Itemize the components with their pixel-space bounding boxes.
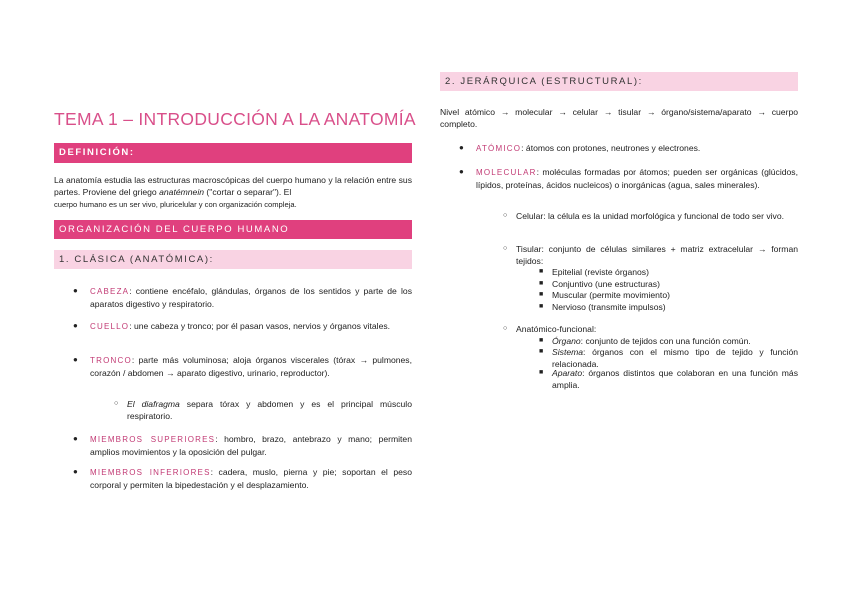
circle-bullet-icon: ○ [503, 245, 508, 252]
text-sistema: : órganos con el mismo tipo de tejido y función relacionada. [552, 347, 798, 369]
square-bullet-icon: ■ [539, 268, 544, 275]
square-bullet-icon: ■ [539, 348, 544, 355]
circle-bullet-icon: ○ [503, 212, 508, 219]
text-organo: : conjunto de tejidos con una función común. [580, 336, 751, 346]
tejido-muscular [539, 289, 798, 301]
text-celular: Celular: la célula es la unidad morfológica y funcional de todo ser vivo. [516, 211, 784, 221]
tejido-muscular-text: Muscular (permite movimiento) [552, 290, 670, 300]
text-cabeza: : contiene encéfalo, glándulas, órganos de los sentidos y parte de los aparatos digestivo y respiratorio. [90, 286, 412, 309]
term-tronco: TRONCO [90, 356, 132, 365]
list-item-celular [503, 210, 798, 222]
tejido-epitelial-text: Epitelial (reviste órganos) [552, 267, 649, 277]
term-miembros-superiores: MIEMBROS SUPERIORES [90, 435, 216, 444]
term-organo: Órgano [552, 336, 581, 346]
bullet-icon: ● [459, 143, 464, 152]
bullet-icon: ● [73, 355, 78, 364]
definicion-greek-word: anatémnein [159, 187, 205, 197]
term-molecular: MOLECULAR [476, 168, 537, 177]
square-bullet-icon: ■ [539, 369, 544, 376]
text-tisular: Tisular: conjunto de células similares + matriz extracelular → forman tejidos: [516, 244, 798, 266]
list-item-miembros-superiores [73, 433, 412, 458]
clasica-header: 1. CLÁSICA (ANATÓMICA): [54, 250, 412, 269]
bullet-icon: ● [73, 434, 78, 443]
tejido-nervioso [539, 301, 798, 313]
text-diafragma: separa tórax y abdomen y es el principal músculo respiratorio. [127, 399, 412, 421]
list-item-tronco [73, 354, 412, 379]
term-diafragma: El diafragma [127, 399, 180, 409]
bullet-icon: ● [73, 321, 78, 330]
circle-bullet-icon: ○ [114, 400, 119, 407]
bullet-icon: ● [73, 286, 78, 295]
tejido-nervioso-text: Nervioso (transmite impulsos) [552, 302, 666, 312]
text-tronco: : parte más voluminosa; aloja órganos viscerales (tórax → pulmones, corazón / abdomen → aparato digestivo, urinario, reproductor). [90, 355, 412, 378]
jerarquica-header: 2. JERÁRQUICA (ESTRUCTURAL): [440, 72, 798, 91]
term-miembros-inferiores: MIEMBROS INFERIORES [90, 468, 211, 477]
text-miembros-inferiores: : cadera, muslo, pierna y pie; soportan el peso corporal y permiten la bipedestación y el desplazamiento. [90, 467, 412, 490]
square-bullet-icon: ■ [539, 291, 544, 298]
bullet-icon: ● [73, 467, 78, 476]
definicion-header: DEFINICIÓN: [54, 143, 412, 163]
text-cuello: : une cabeza y tronco; por él pasan vasos, nervios y órganos vitales. [129, 321, 391, 331]
square-bullet-icon: ■ [539, 280, 544, 287]
list-item-aparato [539, 367, 798, 391]
page-title: TEMA 1 – INTRODUCCIÓN A LA ANATOMÍA [54, 109, 416, 129]
list-item-molecular [459, 166, 798, 191]
bullet-icon: ● [459, 167, 464, 176]
list-item-miembros-inferiores [73, 466, 412, 491]
jerarquica-intro: Nivel atómico → molecular → celular → tisular → órgano/sistema/aparato → cuerpo completo. [440, 107, 798, 129]
circle-bullet-icon: ○ [503, 325, 508, 332]
tejido-conjuntivo-text: Conjuntivo (une estructuras) [552, 279, 660, 289]
term-aparato: Aparato [552, 368, 583, 378]
text-miembros-superiores: : hombro, brazo, antebrazo y mano; permiten amplios movimientos y la oposición del pulgar. [90, 434, 412, 457]
text-aparato: : órganos distintos que colaboran en una función más amplia. [552, 368, 798, 390]
definicion-text-1-end: ("cortar o separar"). El [206, 187, 292, 197]
text-molecular: : moléculas formadas por átomos; pueden ser orgánicas (glúcidos, lípidos, proteínas, ácidos nucleicos) o inorgánicas (agua, sales minerales). [476, 167, 798, 190]
definicion-text-1: La anatomía estudia las estructuras macroscópicas del cuerpo humano y la relación entre sus partes. Proviene del griego [54, 175, 412, 197]
list-item-atomico [459, 142, 798, 155]
text-atomico: : átomos con protones, neutrones y electrones. [521, 143, 701, 153]
list-item-cabeza [73, 285, 412, 310]
text-anatomico-funcional: Anatómico-funcional: [516, 324, 597, 334]
list-item-cuello [73, 320, 412, 333]
list-item-anatomico-funcional [503, 323, 798, 335]
definicion-text-2: cuerpo humano es un ser vivo, pluricelular y con organización compleja. [54, 200, 297, 209]
term-cabeza: CABEZA [90, 287, 130, 296]
list-item-tisular [503, 243, 798, 267]
organizacion-header: ORGANIZACIÓN DEL CUERPO HUMANO [54, 220, 412, 239]
term-cuello: CUELLO [90, 322, 130, 331]
tejido-epitelial [539, 266, 798, 278]
square-bullet-icon: ■ [539, 337, 544, 344]
term-atomico: ATÓMICO [476, 144, 522, 153]
square-bullet-icon: ■ [539, 303, 544, 310]
list-item-diafragma [114, 398, 412, 422]
definicion-paragraph [54, 174, 412, 211]
term-sistema: Sistema [552, 347, 584, 357]
